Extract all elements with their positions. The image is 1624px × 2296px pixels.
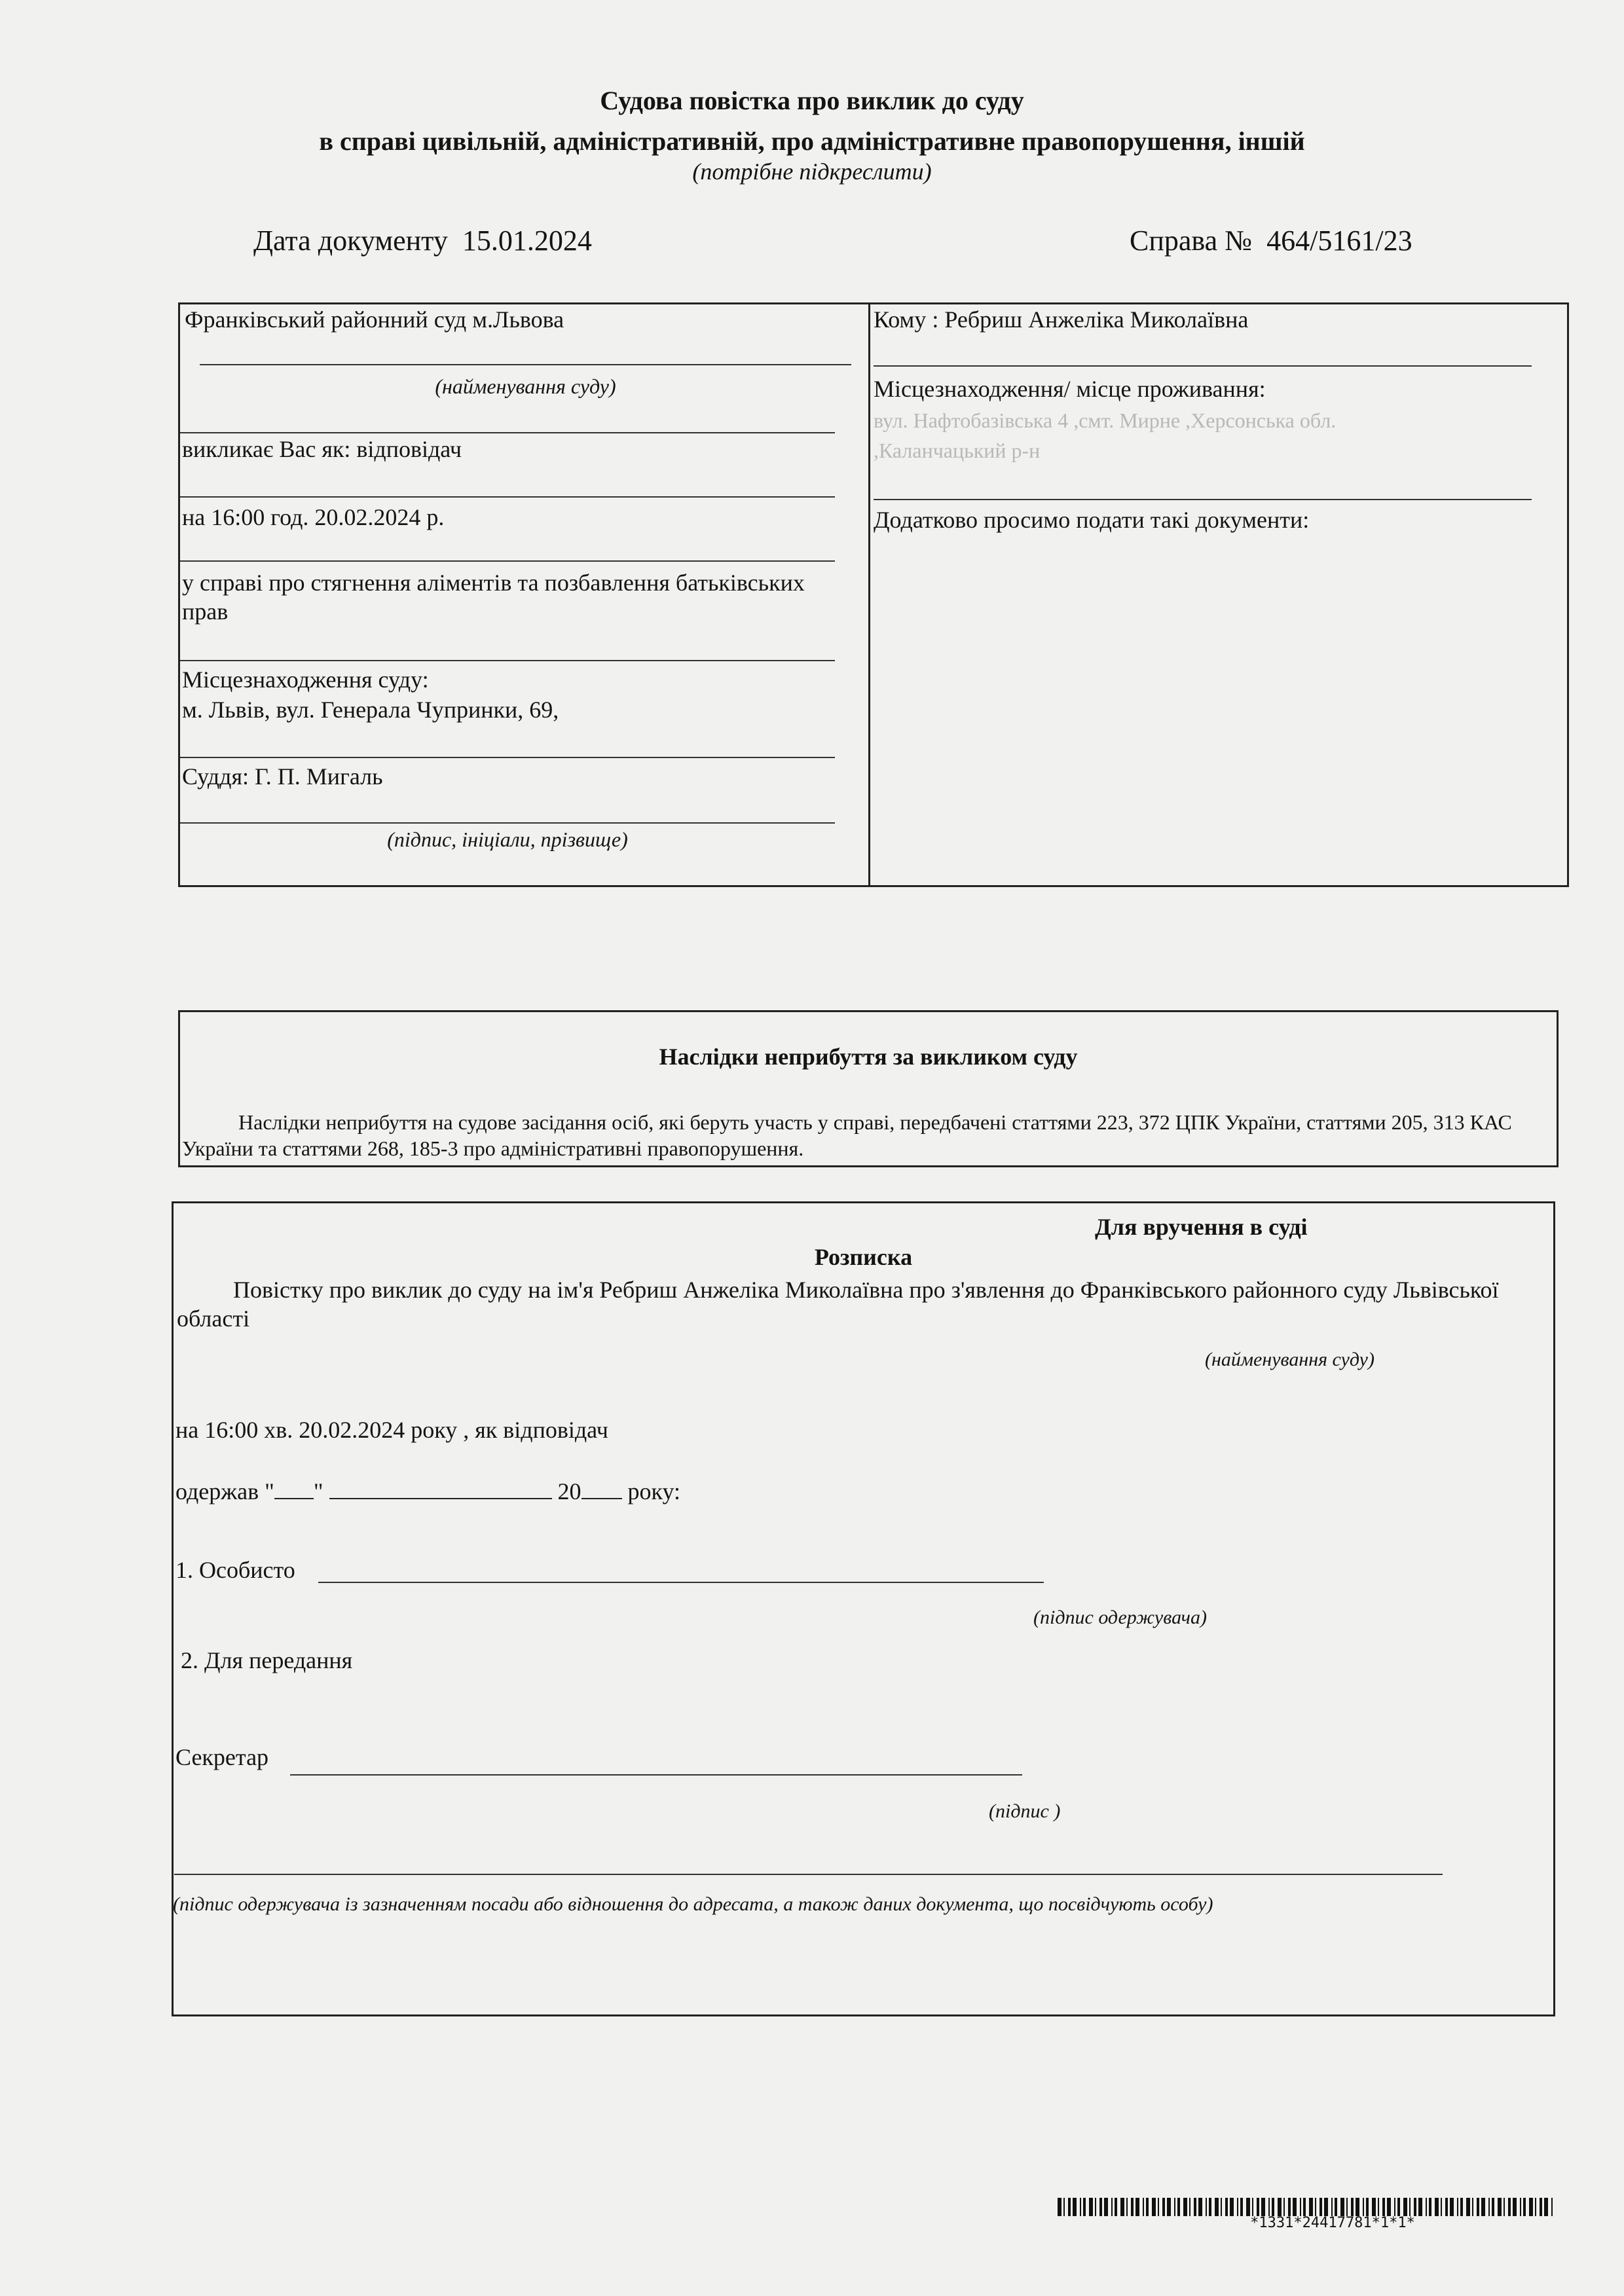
date-label: Дата документу bbox=[253, 225, 448, 257]
received-month-blank[interactable] bbox=[329, 1478, 552, 1499]
recipient-address-label: Місцезнаходження/ місце проживання: bbox=[874, 376, 1266, 402]
judge-caption: (підпис, ініціали, прізвище) bbox=[387, 828, 628, 851]
receipt-title: Розписка bbox=[814, 1244, 913, 1270]
case-label: Справа № bbox=[1130, 225, 1253, 257]
barcode-text: *1331*24417781*1*1* bbox=[1250, 2215, 1415, 2231]
for-court-label: Для вручення в суді bbox=[1095, 1214, 1308, 1240]
personally-signature-line bbox=[318, 1582, 1044, 1583]
recipient-address-line1: вул. Нафтобазівська 4 ,смт. Мирне ,Херсонська обл. bbox=[874, 409, 1337, 432]
secretary-signature-line bbox=[290, 1774, 1022, 1776]
consequences-title: Наслідки неприбуття за викликом суду bbox=[659, 1044, 1078, 1070]
date-value: 15.01.2024 bbox=[462, 225, 592, 257]
summons-role: викликає Вас як: відповідач bbox=[182, 436, 462, 462]
underline-note: (потрібне підкреслити) bbox=[692, 158, 932, 185]
receipt-time-line: на 16:00 хв. 20.02.2024 року , як відповідач bbox=[175, 1417, 608, 1443]
documents-label: Додатково просимо подати такі документи: bbox=[874, 507, 1310, 533]
recipient-name: Кому : Ребриш Анжеліка Миколаївна bbox=[874, 306, 1249, 333]
secretary-label: Секретар bbox=[175, 1744, 269, 1770]
receipt-text: Повістку про виклик до суду на ім'я Ребриш Анжеліка Миколаївна про з'явлення до Франківського районного суду Львівської області bbox=[177, 1277, 1499, 1332]
hearing-time: на 16:00 год. 20.02.2024 р. bbox=[182, 504, 445, 530]
case-number bbox=[1130, 224, 1412, 258]
for-transfer-label: 2. Для передання bbox=[181, 1647, 353, 1673]
document-title: Судова повістка про виклик до суду bbox=[600, 86, 1024, 115]
secretary-signature-caption: (підпис ) bbox=[989, 1800, 1061, 1822]
consequences-text: Наслідки неприбуття на судове засідання осіб, які беруть участь у справі, передбачені статтями 223, 372 ЦПК України, статтями 205, 313 КАС України та статтями 268, 185-3 про адміністративні правопорушення. bbox=[182, 1110, 1512, 1160]
court-name: Франківський районний суд м.Львова bbox=[185, 306, 564, 333]
case-subject: у справі про стягнення аліментів та позбавлення батьківських прав bbox=[182, 570, 805, 625]
receipt-court-caption: (найменування суду) bbox=[1205, 1349, 1375, 1370]
court-name-caption: (найменування суду) bbox=[435, 374, 616, 398]
recipient-address-line2: ,Каланчацький р-н bbox=[874, 439, 1041, 462]
bottom-signature-caption: (підпис одержувача із зазначенням посади або відношення до адресата, а також даних документа, що посвідчують особу) bbox=[173, 1893, 1213, 1915]
received-year-blank[interactable] bbox=[581, 1478, 622, 1499]
received-day-blank[interactable] bbox=[274, 1478, 314, 1499]
barcode bbox=[1058, 2198, 1555, 2216]
case-value: 464/5161/23 bbox=[1266, 225, 1412, 257]
court-location-label: Місцезнаходження суду: bbox=[182, 666, 429, 693]
personally-label: 1. Особисто bbox=[175, 1557, 295, 1583]
received-date-line: одержав " " 20 року: bbox=[175, 1478, 681, 1504]
document-subtitle: в справі цивільній, адміністративній, про адміністративне правопорушення, іншій bbox=[319, 126, 1305, 156]
summons-divider bbox=[868, 302, 870, 887]
court-location-value: м. Львів, вул. Генерала Чупринки, 69, bbox=[182, 697, 559, 723]
document-date bbox=[253, 224, 592, 258]
bottom-signature-line bbox=[174, 1874, 1443, 1875]
recipient-signature-caption: (підпис одержувача) bbox=[1033, 1607, 1207, 1628]
judge-name: Суддя: Г. П. Мигаль bbox=[182, 763, 383, 790]
